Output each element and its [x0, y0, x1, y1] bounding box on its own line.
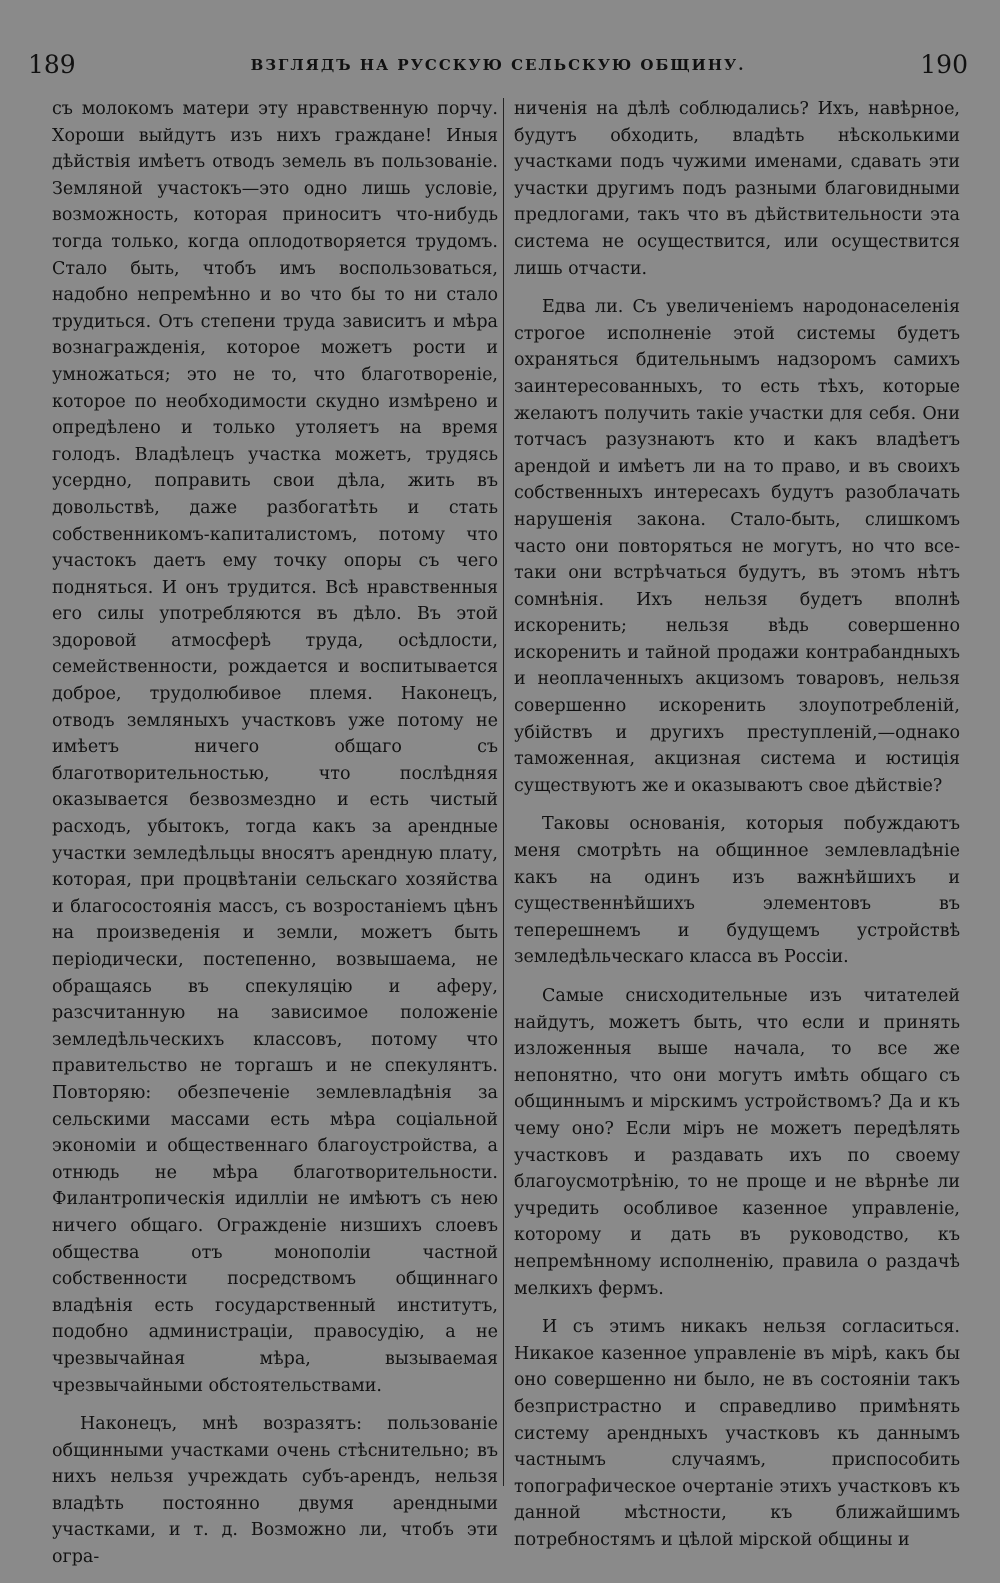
page-header	[28, 50, 968, 86]
paragraph: Таковы основанія, которыя побуждаютъ меня смотрѣть на общинное землевладѣніе какъ на одинъ изъ важнѣйшихъ и существеннѣйшихъ элементовъ въ теперешнемъ и будущемъ устройствѣ земледѣльческаго класса въ Россіи.	[514, 814, 960, 968]
paragraph: И съ этимъ никакъ нельзя согласиться. Никакое казенное управленіе въ мірѣ, какъ бы оно совершенно ни было, не въ состояніи такъ безпристрастно и справедливо примѣнять систему арендныхъ участковъ къ даннымъ частнымъ случаямъ, приспособить топографическое очертаніе этихъ участковъ къ данной мѣстности, къ ближайшимъ потребностямъ и цѣлой мірской общины и	[514, 1317, 960, 1550]
left-column	[52, 96, 498, 1583]
paragraph: Едва ли. Съ увеличеніемъ народонаселенія строгое исполненіе этой системы будетъ охраняться бдительнымъ надзоромъ самихъ заинтересованныхъ, то есть тѣхъ, которые желаютъ получить такіе участки для себя. Они тотчасъ разузнаютъ кто и какъ владѣетъ арендой и имѣетъ ли на то право, и въ своихъ собственныхъ интересахъ будутъ разоблачать нарушенія закона. Стало-быть, слишкомъ часто они повторяться не могутъ, но что все-таки они встрѣчаться будутъ, въ этомъ нѣтъ сомнѣнія. Ихъ нельзя будетъ вполнѣ искоренить; нельзя вѣдь совершенно искоренить и тайной продажи контрабандныхъ и неоплаченныхъ акцизомъ товаровъ, нельзя совершенно искоренить злоупотребленій, убійствъ и другихъ преступленій,—однако таможенная, акцизная система и юстиція существуютъ же и оказываютъ свое дѣйствіе?	[514, 297, 960, 796]
paragraph: Самые снисходительные изъ читателей найдутъ, можетъ быть, что если и принять изложенныя выше начала, то все же непонятно, что они могутъ имѣть общаго съ общиннымъ и мірскимъ устройствомъ? Да и къ чему оно? Если міръ не можетъ передѣлять участковъ и раздавать ихъ по своему благоусмотрѣнію, то не проще и не вѣрнѣе ли учредить особливое казенное управленіе, которому и дать въ руководство, къ непремѣнному исполненію, правила о раздачѣ мелкихъ фермъ.	[514, 986, 960, 1299]
paragraph: Наконецъ, мнѣ возразятъ: пользованіе общинными участками очень стѣснительно; въ нихъ нельзя учреждать субъ-арендъ, нельзя владѣть постоянно двумя арендными участками, и т. д. Возможно ли, чтобъ эти огра-	[52, 1414, 498, 1568]
paragraph: ниченія на дѣлѣ соблюдались? Ихъ, навѣрное, будутъ обходить, владѣть нѣсколькими участками подъ чужими именами, сдавать эти участки другимъ подъ разными благовидными предлогами, такъ что въ дѣйствительности эта система не осуществится, или осуществится лишь отчасти.	[514, 99, 960, 279]
right-column	[514, 96, 960, 1565]
page-number-left: 189	[28, 50, 76, 79]
column-divider	[503, 98, 504, 1486]
paragraph: съ молокомъ матери эту нравственную порчу. Хороши выйдутъ изъ нихъ граждане! Иныя дѣйствія имѣетъ отводъ земель въ пользованіе. Земляной участокъ—это одно лишь условіе, возможность, которая приноситъ что-нибудь тогда только, когда оплодотворяется трудомъ. Стало быть, чтобъ имъ воспользоваться, надобно непремѣнно и во что бы то ни стало трудиться. Отъ степени труда зависитъ и мѣра вознагражденія, которое можетъ рости и умножаться; это не то, что благотвореніе, которое по необходимости скудно измѣрено и опредѣлено и только утоляетъ на время голодъ. Владѣлецъ участка можетъ, трудясь усердно, поправить свои дѣла, жить въ довольствѣ, даже разбогатѣть и стать собственникомъ-капиталистомъ, потому что участокъ даетъ ему точку опоры съ чего подняться. И онъ трудится. Всѣ нравственныя его силы употребляются въ дѣло. Въ этой здоровой атмосферѣ труда, осѣдлости, семейственности, рождается и воспитывается доброе, трудолюбивое племя. Наконецъ, отводъ земляныхъ участковъ уже потому не имѣетъ ничего общаго съ благотворительностью, что послѣдняя оказывается безвозмездно и есть чистый расходъ, убытокъ, тогда какъ за арендные участки земледѣльцы вносятъ арендную плату, которая, при процвѣтаніи сельскаго хозяйства и благосостоянія массъ, съ возростаніемъ цѣнъ на произведенія и земли, можетъ быть періодически, постепенно, возвышаема, не обращаясь въ спекуляцію и аферу, разсчитанную на зависимое положеніе земледѣльческихъ классовъ, потому что правительство не торгашъ и не спекулянтъ. Повторяю: обезпеченіе землевладѣнія за сельскими массами есть мѣра соціальной экономіи и общественнаго благоустройства, а отнюдь не мѣра благотворительности. Филантропическія идилліи не имѣютъ съ нею ничего общаго. Огражденіе низшихъ слоевъ общества отъ монополіи частной собственности посредствомъ общиннаго владѣнія есть государственный институтъ, подобно администраціи, правосудію, а не чрезвычайная мѣра, вызываемая чрезвычайными обстоятельствами.	[52, 99, 498, 1396]
page-number-right: 190	[920, 50, 968, 79]
running-title: ВЗГЛЯДЪ НА РУССКУЮ СЕЛЬСКУЮ ОБЩИНУ.	[250, 56, 746, 74]
